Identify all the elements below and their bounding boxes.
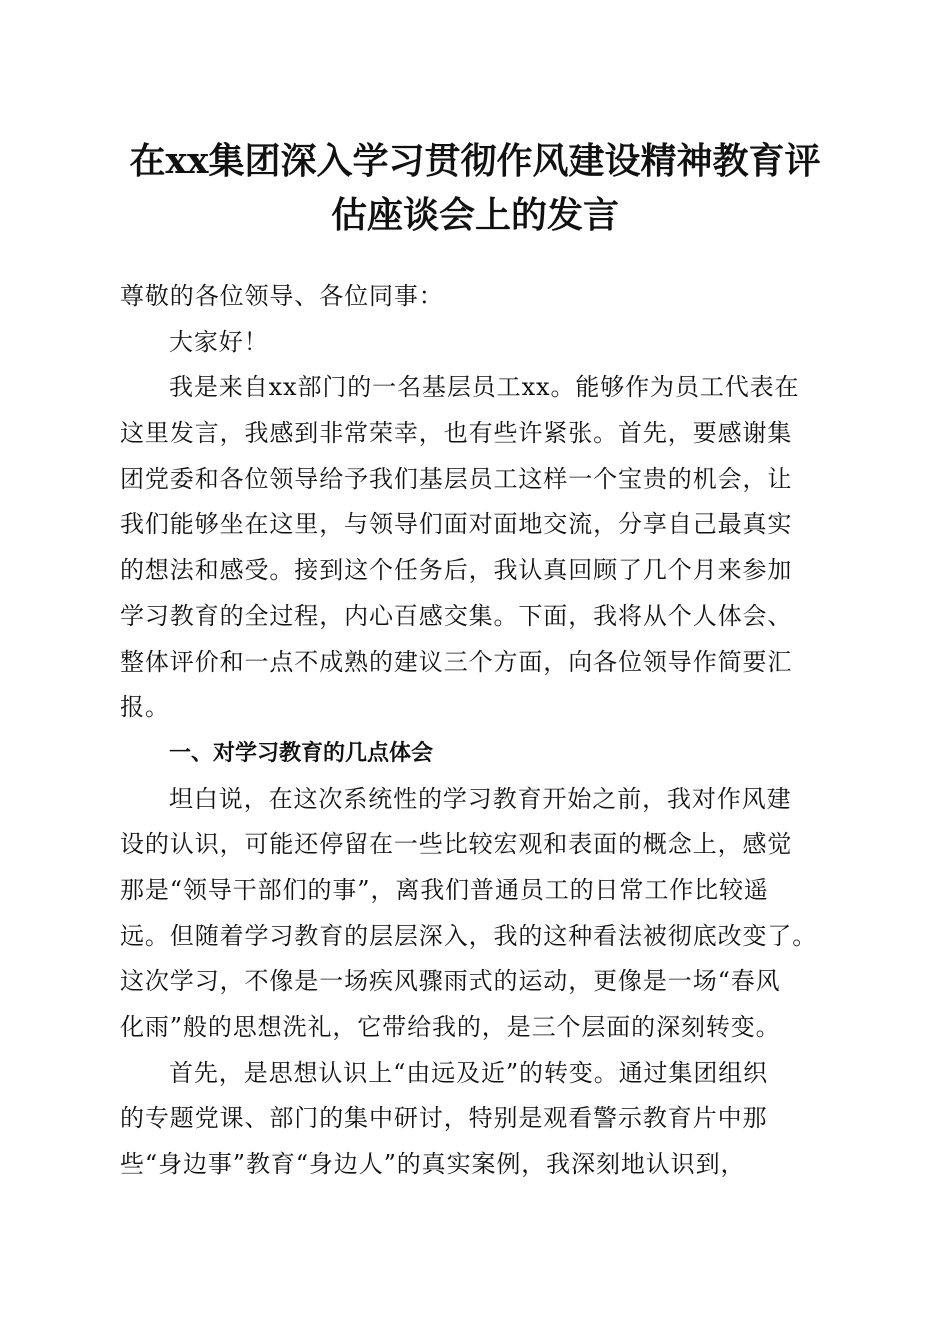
title-line-2: 估座谈会上的发言	[330, 194, 619, 236]
paragraph-line: 这里发言，我感到非常荣幸，也有些许紧张。首先，要感谢集	[120, 419, 793, 448]
document-title	[100, 134, 850, 242]
paragraph-line: 那是“领导干部们的事”，离我们普通员工的日常工作比较遥	[120, 875, 769, 904]
paragraph-line: 化雨”般的思想洗礼，它带给我的，是三个层面的深刻转变。	[120, 1013, 781, 1041]
title-line-1: 在xx集团深入学习贯彻作风建设精神教育评	[129, 140, 821, 182]
section-heading: 一、对学习教育的几点体会	[169, 740, 434, 766]
paragraph-line: 坦白说，在这次系统性的学习教育开始之前，我对作风建	[169, 784, 792, 813]
paragraph-line: 的专题党课、部门的集中研讨，特别是观看警示教育片中那	[120, 1104, 768, 1133]
paragraph-line: 我们能够坐在这里，与领导们面对面地交流，分享自己最真实	[120, 510, 793, 539]
paragraph-line: 远。但随着学习教育的层层深入，我的这种看法被彻底改变了。	[120, 921, 818, 950]
paragraph-line: 些“身边事”教育“身边人”的真实案例，我深刻地认识到，	[120, 1150, 746, 1179]
paragraph-line: 这次学习，不像是一场疾风骤雨式的运动，更像是一场“春风	[120, 967, 781, 996]
salutation: 尊敬的各位领导、各位同事：	[120, 282, 444, 310]
paragraph-line: 我是来自xx部门的一名基层员工xx。能够作为员工代表在	[169, 373, 800, 402]
paragraph-line: 首先，是思想认识上“由远及近”的转变。通过集团组织	[169, 1058, 769, 1087]
paragraph-line: 报。	[120, 693, 170, 722]
document-body	[120, 274, 835, 1188]
paragraph-line: 学习教育的全过程，内心百感交集。下面，我将从个人体会、	[120, 601, 793, 630]
paragraph-line: 设的认识，可能还停留在一些比较宏观和表面的概念上，感觉	[120, 830, 793, 859]
paragraph-line: 整体评价和一点不成熟的建议三个方面，向各位领导作简要汇	[120, 647, 793, 676]
greeting: 大家好！	[169, 327, 269, 356]
paragraph-line: 团党委和各位领导给予我们基层员工这样一个宝贵的机会，让	[120, 464, 793, 493]
paragraph-line: 的想法和感受。接到这个任务后，我认真回顾了几个月来参加	[120, 556, 793, 585]
